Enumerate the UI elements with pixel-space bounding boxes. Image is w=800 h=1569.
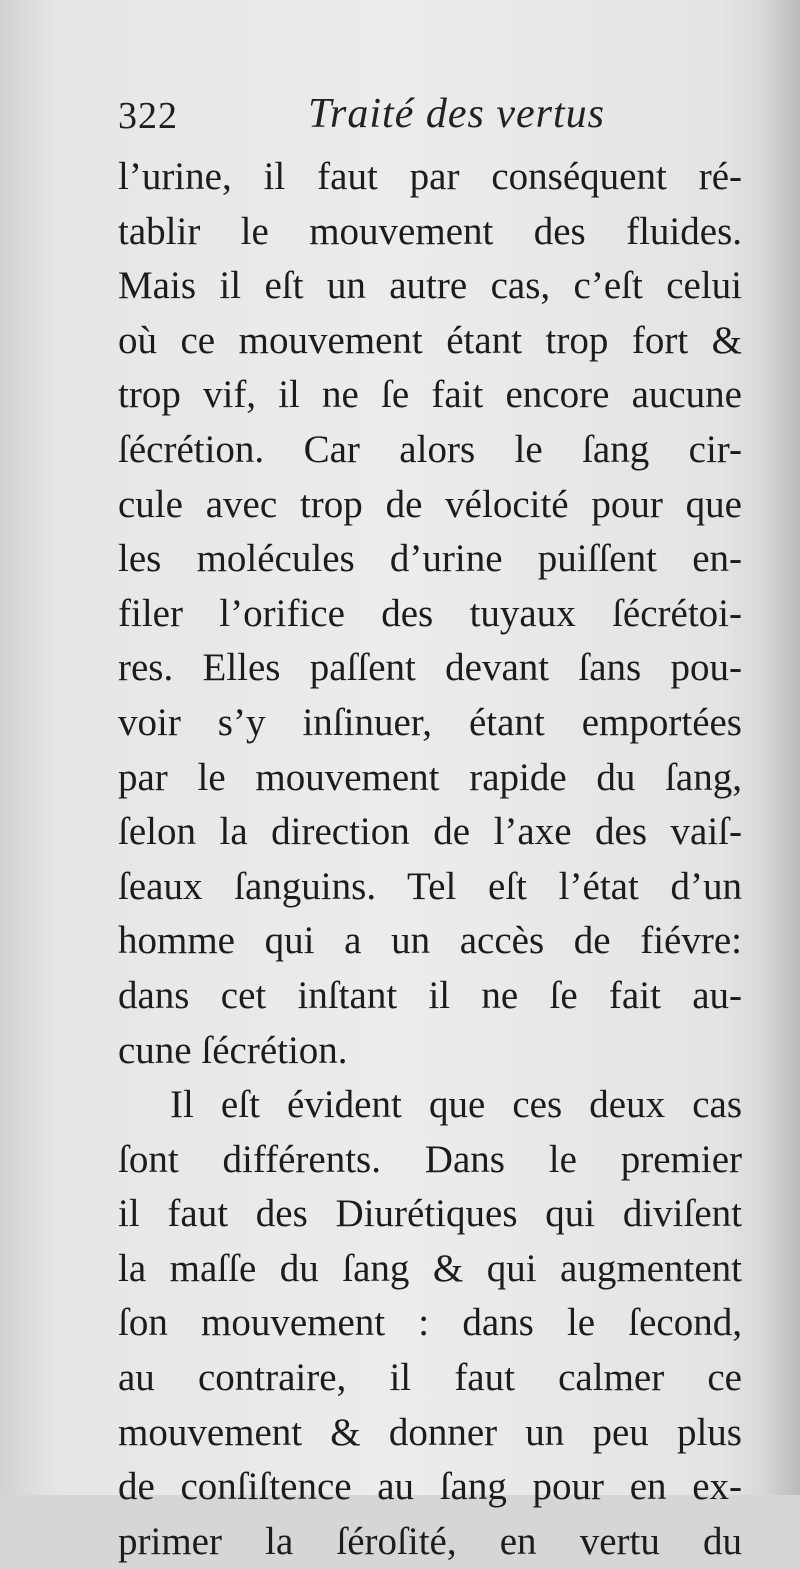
text-line: ſeaux ſanguins. Tel eſt l’état d’un <box>118 864 742 908</box>
page-number: 322 <box>118 95 178 137</box>
running-title: Traité des vertus <box>308 91 605 137</box>
text-line: ſécrétion. Car alors le ſang cir- <box>118 427 742 471</box>
body-text <box>118 150 742 1569</box>
text-line: primer la ſéroſité, en vertu du <box>118 1519 742 1563</box>
text-line: tablir le mouvement des fluides. <box>118 209 742 253</box>
text-line: ſon mouvement : dans le ſecond, <box>118 1301 742 1345</box>
text-line: ſont différents. Dans le premier <box>118 1137 742 1181</box>
text-line: mouvement & donner un peu plus <box>118 1410 742 1454</box>
text-line: voir s’y inſinuer, étant emportées <box>118 700 742 744</box>
text-line: Il eſt évident que ces deux cas <box>170 1083 742 1127</box>
text-line: l’urine, il faut par conséquent ré- <box>118 155 742 198</box>
text-line: cune ſécrétion. <box>118 1028 348 1072</box>
text-line: au contraire, il faut calmer ce <box>118 1356 742 1400</box>
text-line: Mais il eſt un autre cas, c’eſt celui <box>118 264 742 308</box>
paragraph-2 <box>118 1078 742 1569</box>
text-line: res. Elles paſſent devant ſans pou- <box>118 646 742 690</box>
text-line: trop vif, il ne ſe fait encore aucune <box>118 373 742 417</box>
text-line: il faut des Diurétiques qui diviſent <box>118 1192 742 1236</box>
text-line: homme qui a un accès de fiévre: <box>118 919 742 963</box>
text-line: de conſiſtence au ſang pour en ex- <box>118 1465 742 1509</box>
text-line: ſelon la direction de l’axe des vaiſ- <box>118 810 742 854</box>
text-line: où ce mouvement étant trop fort & <box>118 318 742 362</box>
text-line: filer l’orifice des tuyaux ſécrétoi- <box>118 591 742 635</box>
text-line: cule avec trop de vélocité pour que <box>118 482 742 526</box>
text-line: la maſſe du ſang & qui augmentent <box>118 1246 742 1290</box>
paragraph-1 <box>118 150 742 1078</box>
text-line: par le mouvement rapide du ſang, <box>118 755 742 799</box>
text-line: dans cet inſtant il ne ſe fait au- <box>118 973 742 1017</box>
text-line: les molécules d’urine puiſſent en- <box>118 537 742 581</box>
page-header <box>118 86 738 146</box>
